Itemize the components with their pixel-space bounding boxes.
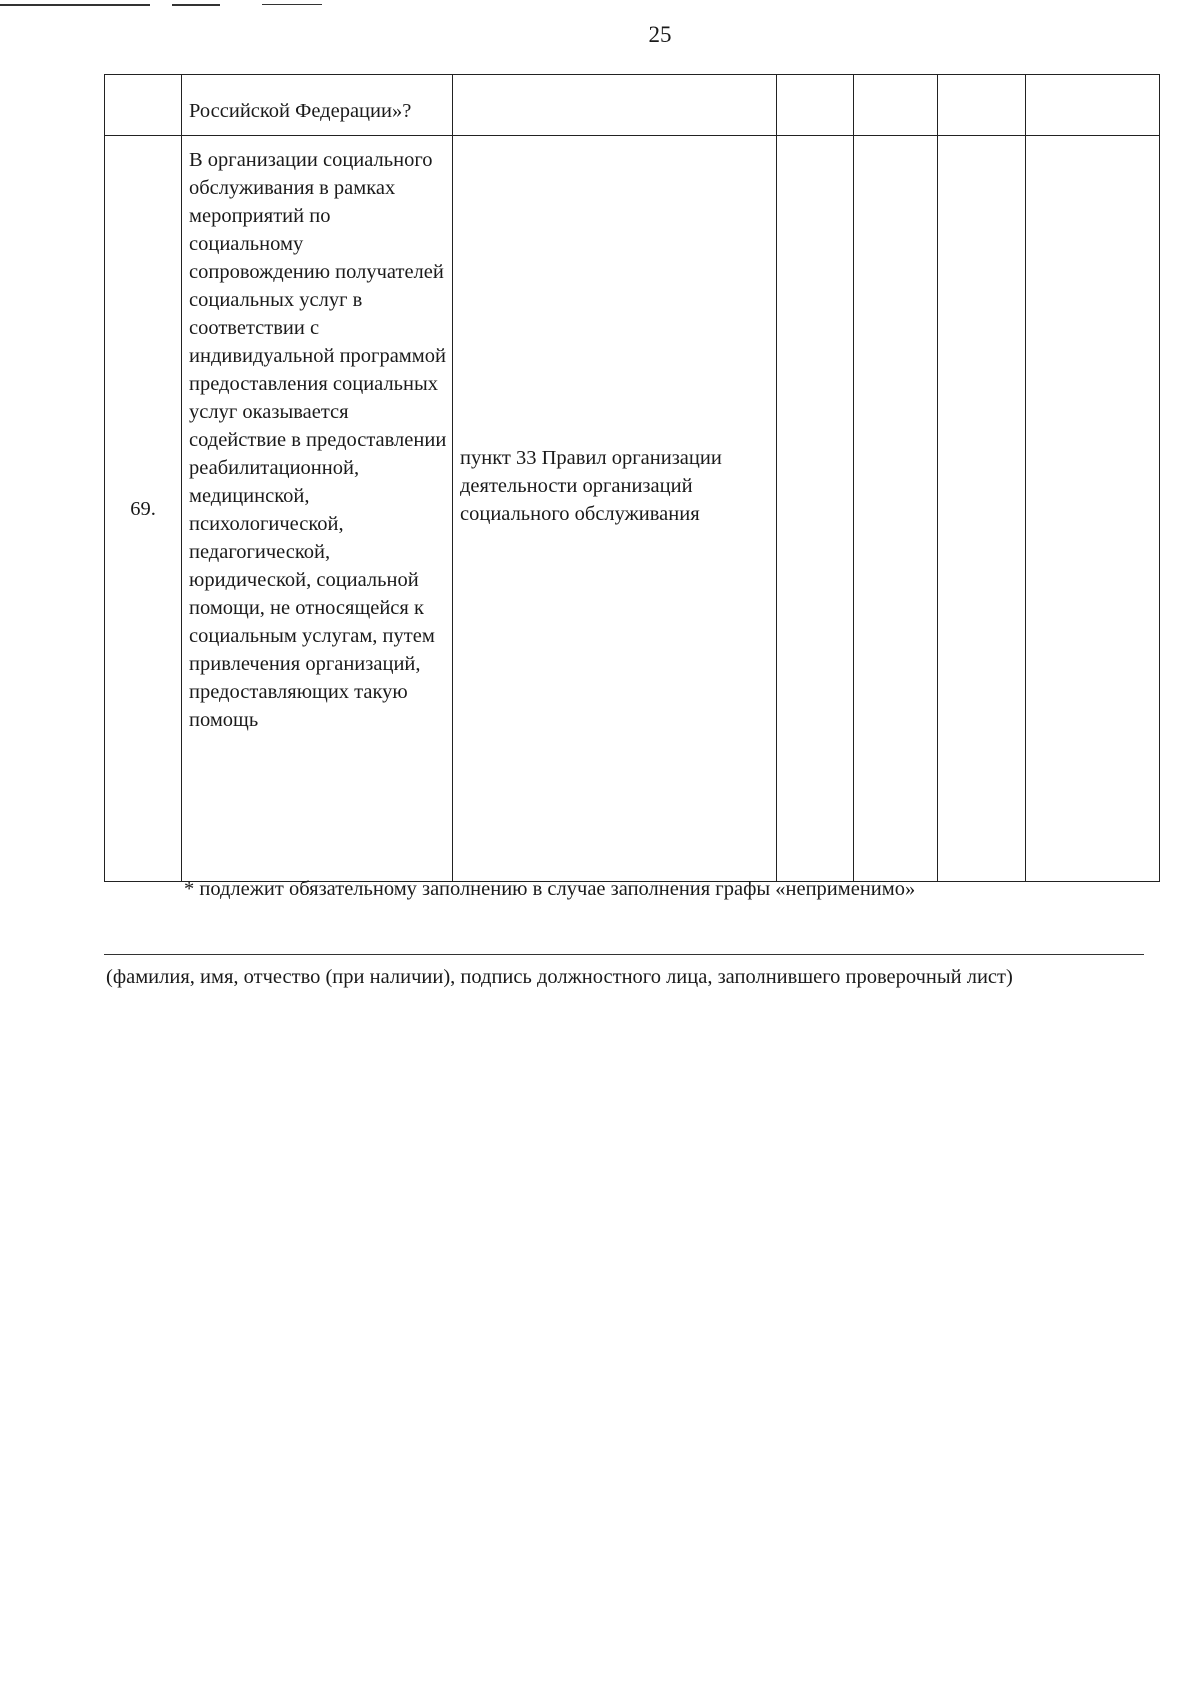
signature-caption: (фамилия, имя, отчество (при наличии), подпись должностного лица, заполнившего проверочный лист) <box>106 966 1013 988</box>
reference-cell <box>453 75 777 136</box>
question-text: В организации социального обслуживания в рамках мероприятий по социальному сопровождению получателей социальных услуг в соответствии с индивидуальной программой предоставления социальных услуг оказывается содействие в предоставлении реабилитационной, медицинской, психологической, педагогической, юридической, социальной помощи, не относящейся к социальным услугам, путем привлечения организаций, предоставляющих такую помощь <box>189 149 447 731</box>
checklist-table <box>104 74 1160 882</box>
answer-yes-cell <box>777 136 854 882</box>
row-number: 69. <box>130 497 156 520</box>
table-row <box>105 136 1160 882</box>
reference-cell <box>453 136 777 882</box>
answer-yes-cell <box>777 75 854 136</box>
answer-no-cell <box>854 75 938 136</box>
page-number: 25 <box>648 22 672 47</box>
scan-artifact-line <box>172 4 220 6</box>
answer-no-cell <box>854 136 938 882</box>
row-number-cell <box>105 136 182 882</box>
question-cell <box>182 136 453 882</box>
table-row <box>105 75 1160 136</box>
note-cell <box>1026 75 1160 136</box>
reference-text: пункт 33 Правил организации деятельности организаций социального обслуживания <box>460 447 722 525</box>
answer-not-applicable-cell <box>938 136 1026 882</box>
question-cell <box>182 75 453 136</box>
row-number-cell <box>105 75 182 136</box>
question-text: Российской Федерации»? <box>189 100 412 122</box>
scan-artifact-line <box>262 4 322 5</box>
note-cell <box>1026 136 1160 882</box>
answer-not-applicable-cell <box>938 75 1026 136</box>
scan-artifact-line <box>0 4 150 6</box>
footnote: * подлежит обязательному заполнению в случае заполнения графы «неприменимо» <box>184 878 916 900</box>
signature-line <box>104 954 1144 955</box>
